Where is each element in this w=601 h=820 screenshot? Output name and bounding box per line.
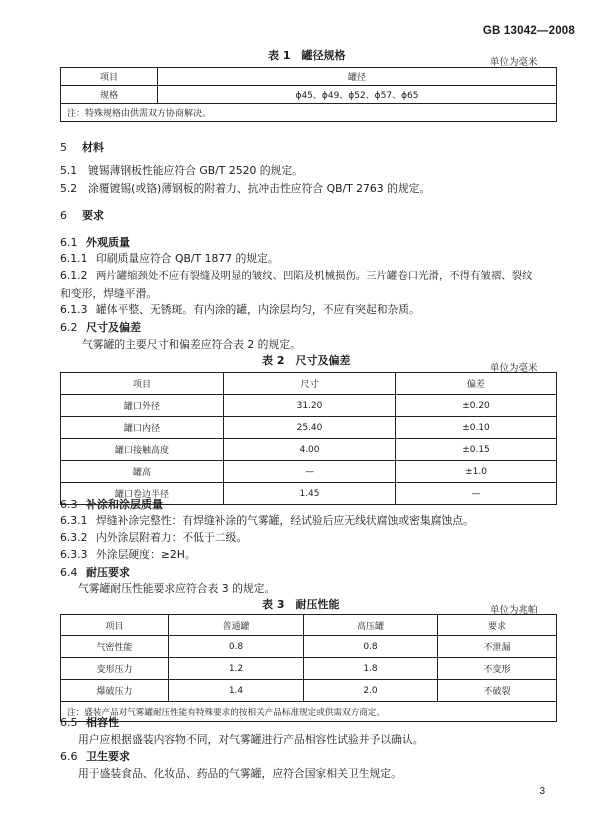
table-cell: 罐口接触高度 (61, 439, 224, 461)
table-cell: 罐高 (61, 461, 224, 483)
table2-unit: 单位为毫米 (490, 363, 538, 374)
table1-row-value: ϕ45、ϕ49、ϕ52、ϕ57、ϕ65 (158, 86, 557, 104)
table-row (61, 658, 557, 680)
clause-text: 两片罐缩颈处不应有裂缝及明显的皱纹、凹陷及机械损伤。三片罐卷口光滑，不得有皱褶、裂纹 (96, 270, 533, 282)
clause-text: 罐体平整、无锈斑。有内涂的罐，内涂层均匀，不应有突起和杂质。 (96, 303, 420, 316)
clause-text: 涂覆镀锡(或铬)薄钢板的附着力、抗冲击性应符合 QB/T 2763 的规定。 (88, 182, 431, 195)
table-cell: 1.2 (169, 658, 304, 680)
table-cell: — (396, 483, 557, 505)
clause-number: 5.2 (60, 182, 78, 195)
clause-6-2-heading (60, 319, 141, 335)
clause-6-3-2 (60, 529, 247, 546)
clause-text: 内外涂层附着力：不低于二级。 (96, 531, 248, 544)
table2-header-tolerance: 偏差 (396, 373, 557, 395)
table2-header-item: 项目 (61, 373, 224, 395)
table-row (61, 439, 557, 461)
table-row (61, 417, 557, 439)
clause-6-3-1 (60, 512, 474, 529)
clause-6-1-3 (60, 301, 420, 318)
table-cell: 1.8 (304, 658, 438, 680)
clause-number: 6.6 (60, 750, 78, 763)
clause-6-5-text: 用户应根据盛装内容物不同，对气雾罐进行产品相容性试验并予以确认。 (78, 733, 424, 746)
table-cell: ±0.20 (396, 395, 557, 417)
clause-number: 6.1.2 (60, 269, 88, 282)
table-cell: ±0.15 (396, 439, 557, 461)
clause-number: 5.1 (60, 164, 78, 177)
clause-number: 6.1.3 (60, 303, 88, 316)
table-cell: 不破裂 (438, 680, 557, 702)
page-number: 3 (539, 786, 545, 797)
table-cell: 罐口卷边半径 (61, 483, 224, 505)
table-row (61, 461, 557, 483)
table2 (60, 372, 557, 505)
table-cell: 不变形 (438, 658, 557, 680)
table-row (61, 636, 557, 658)
clause-title: 卫生要求 (86, 750, 130, 763)
clause-number: 6.5 (60, 716, 78, 729)
clause-5-2 (60, 180, 430, 197)
table-row (61, 680, 557, 702)
clause-number: 6.2 (60, 321, 78, 334)
clause-6-1-1 (60, 250, 279, 267)
table1-header-item: 项目 (61, 68, 158, 86)
clause-6-6-text: 用于盛装食品、化妆品、药品的气雾罐，应符合国家相关卫生规定。 (78, 767, 402, 780)
table-cell: 罐口外径 (61, 395, 224, 417)
table3 (60, 614, 557, 722)
clause-number: 6.1 (60, 236, 78, 249)
clause-text: 焊缝补涂完整性：有焊缝补涂的气雾罐，经试验后应无线状腐蚀或密集腐蚀点。 (96, 514, 474, 527)
table1-caption: 表 1 罐径规格 (268, 49, 346, 62)
section-5-heading (60, 139, 104, 155)
table3-caption: 表 3 耐压性能 (262, 598, 340, 611)
table3-header-item: 项目 (61, 615, 169, 636)
table-cell: 不泄漏 (438, 636, 557, 658)
table-cell: 31.20 (224, 395, 396, 417)
table3-header-requirement: 要求 (438, 615, 557, 636)
table-cell: 1.4 (169, 680, 304, 702)
section-number: 5 (60, 141, 67, 154)
table1-row-label: 规格 (61, 86, 158, 104)
section-title: 要求 (82, 209, 104, 222)
table2-header-size: 尺寸 (224, 373, 396, 395)
table-cell: 0.8 (169, 636, 304, 658)
clause-6-1-heading (60, 234, 130, 250)
clause-number: 6.3.1 (60, 514, 88, 527)
table3-header-high: 高压罐 (304, 615, 438, 636)
clause-6-3-3 (60, 546, 196, 563)
clause-title: 外观质量 (86, 236, 130, 249)
clause-6-6-heading (60, 748, 130, 764)
table-cell: ±0.10 (396, 417, 557, 439)
clause-text: 外涂层硬度：≥2H。 (96, 548, 196, 561)
clause-number: 6.3 (60, 498, 78, 511)
table3-note: 注：盛装产品对气雾罐耐压性能有特殊要求的按相关产品标准规定或供需双方商定。 (61, 702, 557, 722)
table1-header-diam: 罐径 (158, 68, 557, 86)
table-cell: 气密性能 (61, 636, 169, 658)
section-number: 6 (60, 209, 67, 222)
table-cell: 2.0 (304, 680, 438, 702)
table-cell: 1.45 (224, 483, 396, 505)
clause-text-continued: 和变形，焊缝平滑。 (60, 287, 158, 300)
table2-caption: 表 2 尺寸及偏差 (262, 354, 351, 367)
clause-5-1 (60, 162, 303, 179)
section-title: 材料 (82, 141, 104, 154)
clause-6-1-2 (60, 267, 560, 302)
table1 (60, 67, 557, 122)
table-cell: 罐口内径 (61, 417, 224, 439)
clause-title: 补涂和涂层质量 (86, 498, 163, 511)
clause-title: 相容性 (86, 716, 119, 729)
table-cell: 变形压力 (61, 658, 169, 680)
table-cell: 25.40 (224, 417, 396, 439)
table3-header-normal: 普通罐 (169, 615, 304, 636)
table1-note: 注：特殊规格由供需双方协商解决。 (61, 104, 557, 122)
clause-6-2-text: 气雾罐的主要尺寸和偏差应符合表 2 的规定。 (82, 338, 301, 351)
clause-6-3-heading (60, 496, 163, 512)
standard-code: GB 13042—2008 (482, 25, 575, 37)
section-6-heading (60, 207, 104, 223)
clause-text: 镀锡薄钢板性能应符合 GB/T 2520 的规定。 (88, 164, 303, 177)
table-cell: 爆破压力 (61, 680, 169, 702)
clause-number: 6.4 (60, 566, 78, 579)
clause-title: 耐压要求 (86, 566, 130, 579)
table-cell: 0.8 (304, 636, 438, 658)
clause-6-5-heading (60, 714, 119, 730)
table3-unit: 单位为兆帕 (490, 605, 538, 616)
table-cell: 4.00 (224, 439, 396, 461)
clause-6-4-text: 气雾罐耐压性能要求应符合表 3 的规定。 (78, 582, 276, 595)
clause-number: 6.3.3 (60, 548, 88, 561)
table1-unit: 单位为毫米 (490, 57, 538, 68)
table-cell: ±1.0 (396, 461, 557, 483)
clause-6-4-heading (60, 564, 130, 580)
clause-title: 尺寸及偏差 (86, 321, 141, 334)
clause-text: 印刷质量应符合 QB/T 1877 的规定。 (96, 252, 279, 265)
clause-number: 6.3.2 (60, 531, 88, 544)
clause-number: 6.1.1 (60, 252, 88, 265)
table-row (61, 395, 557, 417)
table-cell: — (224, 461, 396, 483)
